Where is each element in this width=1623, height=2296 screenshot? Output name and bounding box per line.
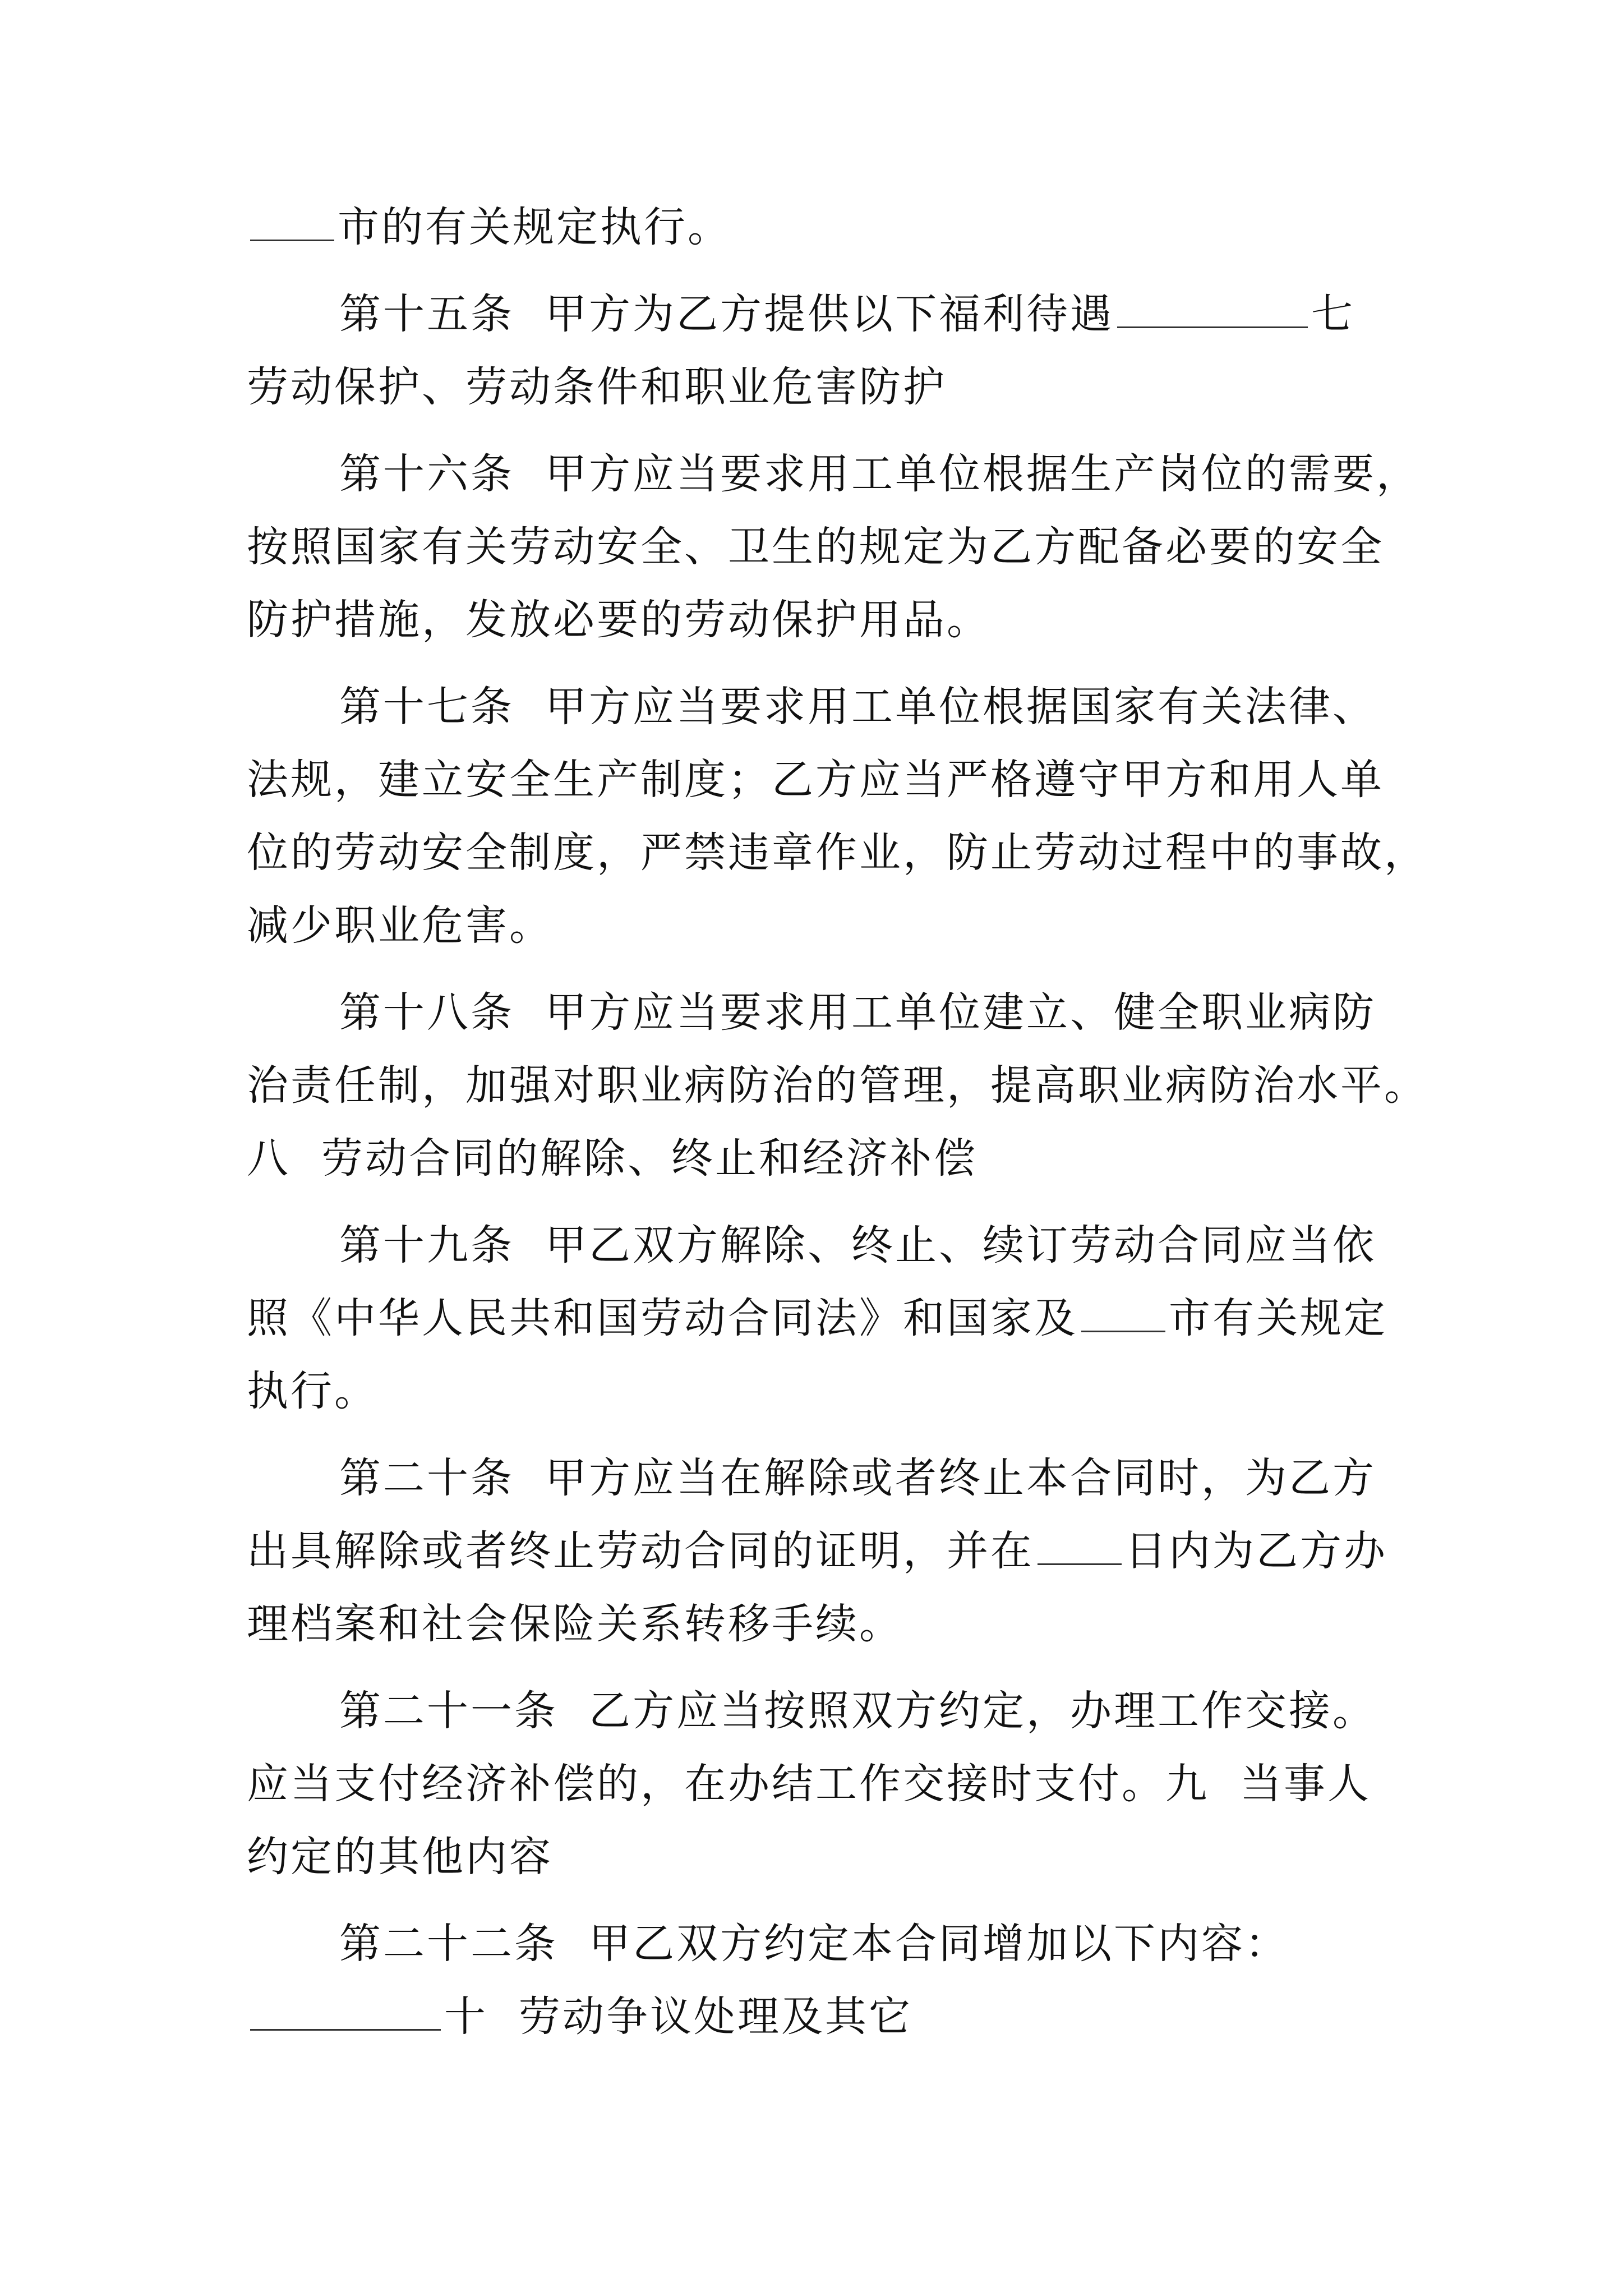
text-line: 应当支付经济补偿的，在办结工作交接时支付。九 当事人 xyxy=(247,1760,1372,1808)
section-heading: 劳动保护、劳动条件和职业危害防护 xyxy=(247,363,947,411)
clause-19: 第十九条 甲乙双方解除、终止、续订劳动合同应当依 xyxy=(339,1221,1377,1269)
text-line: 十 劳动争议处理及其它 xyxy=(247,1989,912,2045)
text-line: 执行。 xyxy=(247,1367,378,1415)
text-line: 出具解除或者终止劳动合同的证明，并在 日内为乙方办 xyxy=(247,1527,1387,1575)
clause-15: 第十五条 甲方为乙方提供以下福利待遇 七 xyxy=(339,290,1355,338)
section-heading: 八 劳动合同的解除、终止和经济补偿 xyxy=(247,1134,978,1182)
text-line: 约定的其他内容 xyxy=(247,1833,553,1881)
clause-22: 第二十二条 甲乙双方约定本合同增加以下内容： xyxy=(339,1920,1289,1968)
text-line: 理档案和社会保险关系转移手续。 xyxy=(247,1600,903,1648)
text-line: 治责任制，加强对职业病防治的管理，提高职业病防治水平。 xyxy=(247,1061,1428,1110)
clause-17: 第十七条 甲方应当要求用工单位根据国家有关法律、 xyxy=(339,683,1377,731)
text-line: 市的有关规定执行。 xyxy=(247,199,731,255)
text-line: 按照国家有关劳动安全、卫生的规定为乙方配备必要的安全 xyxy=(247,523,1384,571)
text-line: 位的劳动安全制度，严禁违章作业，防止劳动过程中的事故， xyxy=(247,829,1428,877)
blank-field xyxy=(1081,1294,1165,1332)
clause-18: 第十八条 甲方应当要求用工单位建立、健全职业病防 xyxy=(339,988,1377,1037)
clause-16: 第十六条 甲方应当要求用工单位根据生产岗位的需要， xyxy=(339,450,1421,498)
blank-field xyxy=(250,1992,441,2031)
text-line: 减少职业危害。 xyxy=(247,901,553,950)
clause-21: 第二十一条 乙方应当按照双方约定，办理工作交接。 xyxy=(339,1687,1377,1735)
text-line: 防护措施，发放必要的劳动保护用品。 xyxy=(247,596,990,644)
clause-20: 第二十条 甲方应当在解除或者终止本合同时，为乙方 xyxy=(339,1454,1377,1502)
text-line: 法规，建立安全生产制度；乙方应当严格遵守甲方和用人单 xyxy=(247,756,1384,804)
blank-field xyxy=(1117,289,1308,328)
blank-field xyxy=(1038,1526,1122,1565)
blank-field xyxy=(250,203,334,241)
text-line: 照《中华人民共和国劳动合同法》和国家及 市有关规定 xyxy=(247,1294,1387,1342)
